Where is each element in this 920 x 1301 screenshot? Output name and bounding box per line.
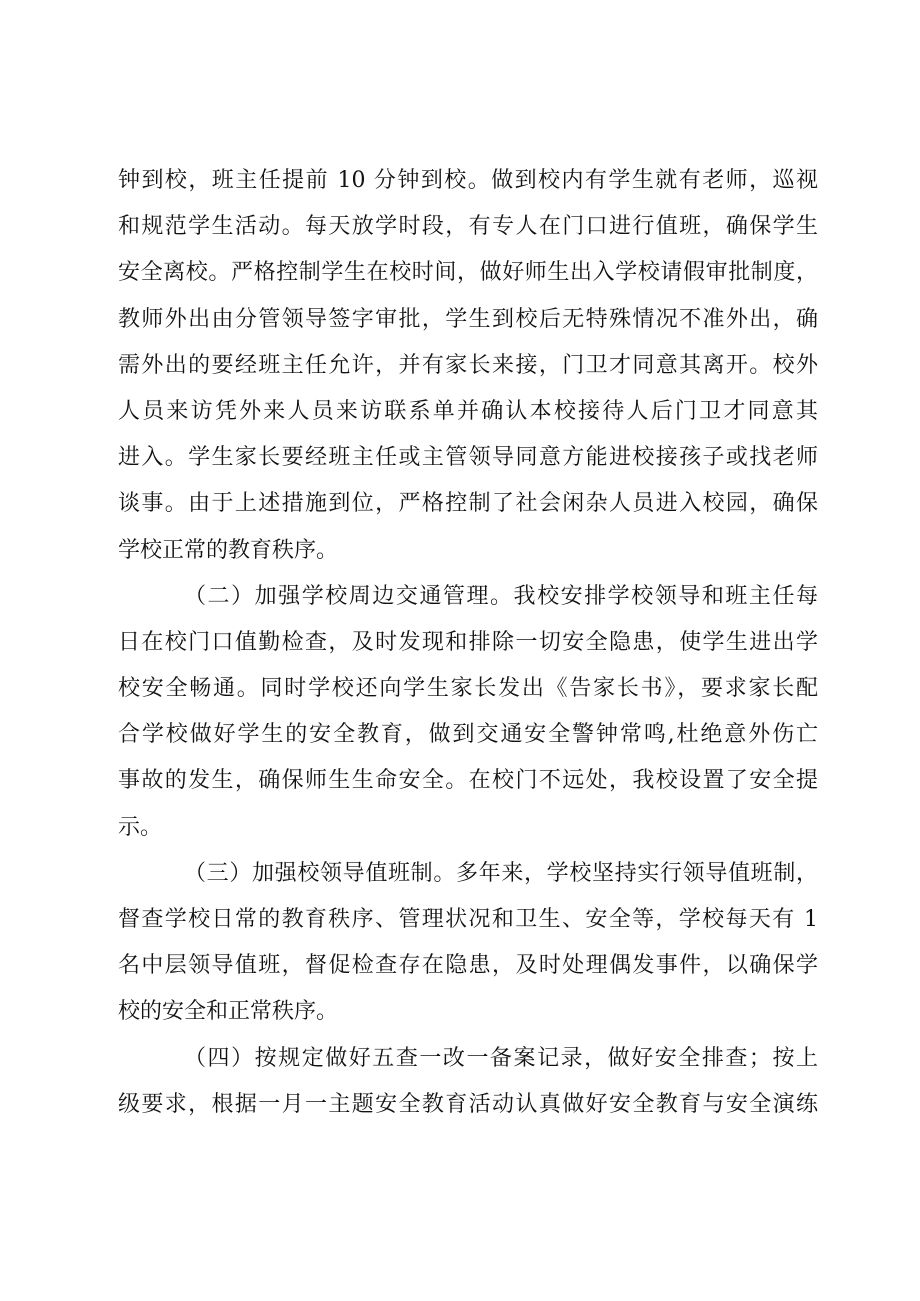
text-line: 督查学校日常的教育秩序、管理状况和卫生、安全等，学校每天有 1 xyxy=(118,907,818,932)
text-line: （三）加强校领导值班制。多年来，学校坚持实行领导值班制， xyxy=(184,860,818,886)
document-body xyxy=(118,158,818,1128)
text-line: 进入。学生家长要经班主任或主管领导同意方能进校接孩子或找老师 xyxy=(118,445,818,471)
text-line: （四）按规定做好五查一改一备案记录，做好安全排查；按上 xyxy=(184,1045,818,1071)
text-line: 级要求，根据一月一主题安全教育活动认真做好安全教育与安全演练 xyxy=(118,1091,818,1117)
text-line: 钟到校，班主任提前 10 分钟到校。做到校内有学生就有老师，巡视 xyxy=(118,168,818,193)
text-line: 学校正常的教育秩序。 xyxy=(118,537,339,563)
text-line: 合学校做好学生的安全教育，做到交通安全警钟常鸣,杜绝意外伤亡 xyxy=(118,722,818,748)
text-line: 谈事。由于上述措施到位，严格控制了社会闲杂人员进入校园，确保 xyxy=(118,491,818,517)
text-line: 教师外出由分管领导签字审批，学生到校后无特殊情况不准外出，确 xyxy=(118,306,818,332)
text-line: 日在校门口值勤检查，及时发现和排除一切安全隐患，使学生进出学 xyxy=(118,629,818,655)
text-line: 安全离校。严格控制学生在校时间，做好师生出入学校请假审批制度， xyxy=(118,260,818,286)
text-line: 人员来访凭外来人员来访联系单并确认本校接待人后门卫才同意其 xyxy=(118,398,818,424)
text-line: 校的安全和正常秩序。 xyxy=(118,999,339,1025)
paragraph xyxy=(118,851,818,1036)
text-line: 需外出的要经班主任允许，并有家长来接，门卫才同意其离开。校外 xyxy=(118,352,818,378)
text-line: （二）加强学校周边交通管理。我校安排学校领导和班主任每 xyxy=(184,583,818,609)
text-line: 校安全畅通。同时学校还向学生家长发出《告家长书》，要求家长配 xyxy=(118,676,818,702)
text-line: 事故的发生，确保师生生命安全。在校门不远处，我校设置了安全提 xyxy=(118,768,818,794)
paragraph xyxy=(118,158,818,574)
paragraph xyxy=(118,574,818,851)
text-line: 和规范学生活动。每天放学时段，有专人在门口进行值班，确保学生 xyxy=(118,214,818,240)
paragraph xyxy=(118,1036,818,1128)
text-line: 名中层领导值班，督促检查存在隐患，及时处理偶发事件，以确保学 xyxy=(118,953,818,979)
text-line: 示。 xyxy=(118,814,163,840)
